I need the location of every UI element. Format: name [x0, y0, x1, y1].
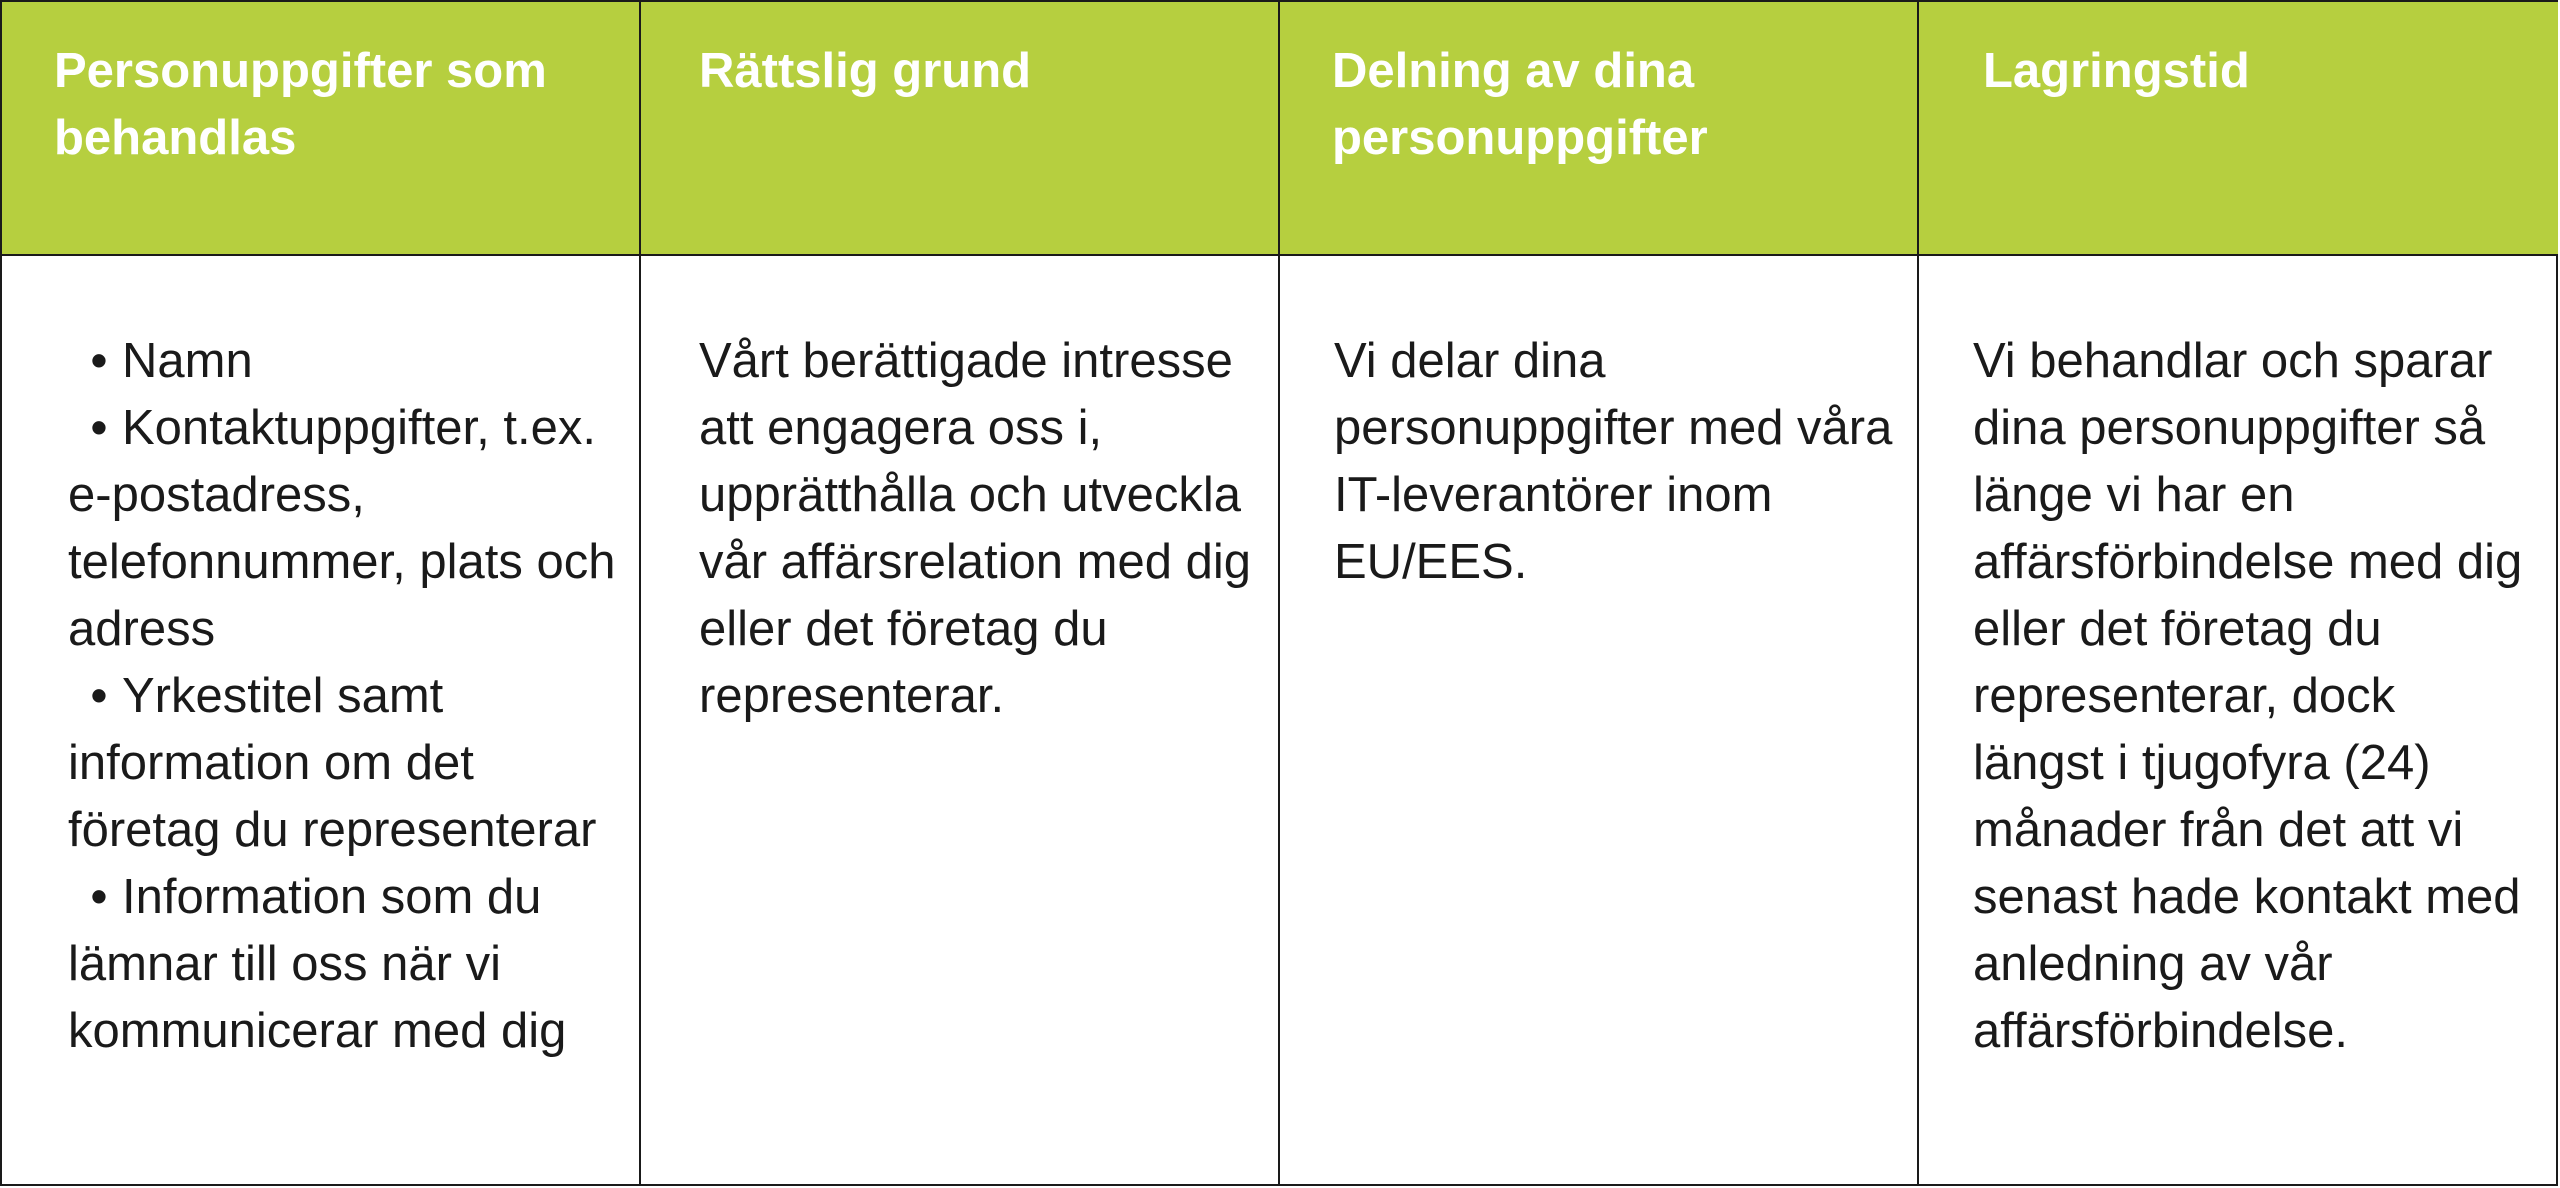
bullet-icon: • [90, 334, 108, 388]
list-item [68, 663, 629, 864]
header-personal-data-label: Personuppgifter som behandlas [54, 44, 547, 165]
cell-personal-data [2, 256, 641, 1186]
list-item-text: Kontaktuppgifter, t.ex. e-postadress, telefonnummer, plats och adress [68, 401, 616, 656]
list-item-text: Information som du lämnar till oss när vi kommunicerar med dig [68, 870, 567, 1058]
list-item [68, 864, 629, 1065]
header-legal-basis [641, 2, 1280, 256]
header-sharing [1280, 2, 1919, 256]
cell-legal-basis [641, 256, 1280, 1186]
header-personal-data [2, 2, 641, 256]
cell-sharing [1280, 256, 1919, 1186]
header-legal-basis-label: Rättslig grund [699, 44, 1032, 98]
bullet-icon: • [90, 870, 108, 924]
cell-retention [1919, 256, 2558, 1186]
list-item [68, 328, 629, 395]
bullet-icon: • [90, 401, 108, 455]
header-retention [1919, 2, 2558, 256]
list-item-text: Namn [122, 334, 253, 388]
retention-text: Vi behandlar och sparar dina personuppgifter så länge vi har en affärsförbindelse med dig eller det företag du representerar, dock längst i tjugofyra (24) månader från det att vi senast hade kontakt med anledning av vår affärsförbindelse. [1973, 334, 2523, 1058]
legal-basis-text: Vårt berättigade intresse att engagera oss i, upprätthålla och utveckla vår affärsrelation med dig eller det företag du representerar. [699, 334, 1251, 723]
bullet-icon: • [90, 669, 108, 723]
header-sharing-label: Delning av dina personuppgifter [1332, 44, 1708, 165]
list-item [68, 395, 629, 663]
list-item-text: Yrkestitel samt information om det företag du representerar [68, 669, 597, 857]
header-retention-label: Lagringstid [1983, 44, 2250, 98]
sharing-text: Vi delar dina personuppgifter med våra IT-leverantörer inom EU/EES. [1334, 334, 1893, 589]
